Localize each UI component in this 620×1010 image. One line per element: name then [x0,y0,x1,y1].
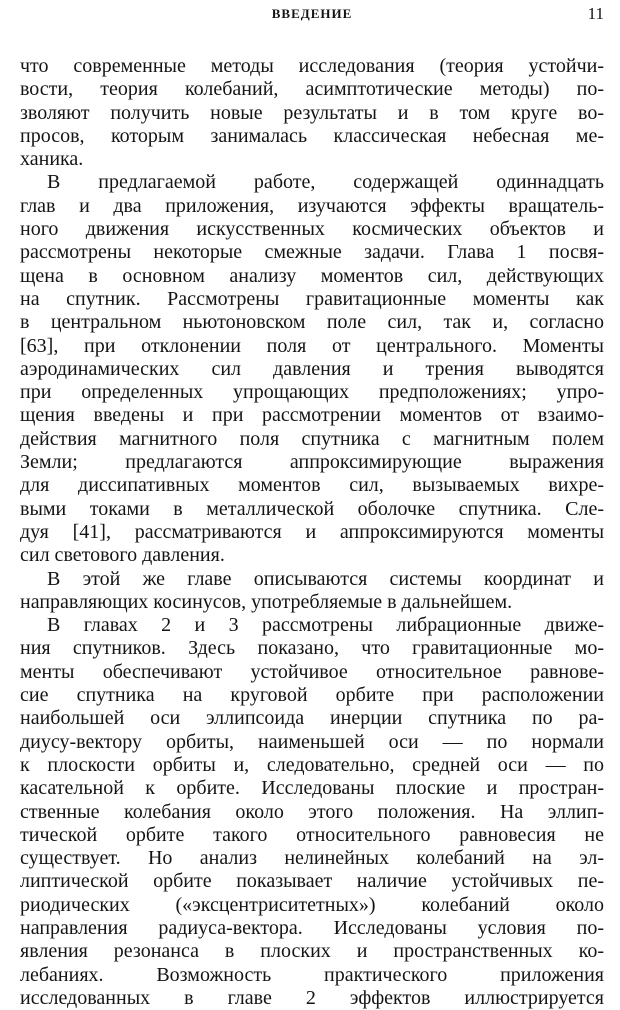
text-line: просов, которым занималась классическая небесная ме- [20,124,604,147]
text-line: вости, теория колебаний, асимптотические методы) по- [20,78,604,101]
paragraph [20,55,604,171]
text-line: явления резонанса в плоских и пространственных ко- [20,940,604,963]
text-line: направляющих косинусов, употребляемые в дальнейшем. [20,590,513,613]
text-line: щена в основном анализу моментов сил, действующих [20,264,604,287]
text-line: Земли; предлагаются аппроксимирующие выражения [20,451,604,474]
text-line: дуя [41], рассматриваются и аппроксимируются моменты [20,520,604,543]
chapter-title: ВВЕДЕНИЕ [271,6,353,21]
text-line: В предлагаемой работе, содержащей одиннадцать [47,171,604,194]
text-line: глав и два приложения, изучаются эффекты вращатель- [20,194,604,217]
text-line: тической орбите такого относительного равновесия не [20,823,604,846]
text-line: существует. Но анализ нелинейных колебаний на эл- [20,847,604,870]
text-line: ния спутников. Здесь показано, что гравитационные мо- [20,637,604,660]
text-line: что современные методы исследования (теория устойчи- [20,55,604,77]
text-line: сие спутника на круговой орбите при расположении [20,684,604,707]
text-line: лебаниях. Возможность практического приложения [20,963,604,986]
text-line: к плоскости орбиты и, следовательно, средней оси — по [20,753,604,776]
paragraph [20,614,604,1010]
text-line: ственные колебания около этого положения. На эллип- [20,800,604,823]
text-line: менты обеспечивают устойчивое относительное равнове- [20,660,604,683]
text-line: диусу-вектору орбиты, наименьшей оси — по нормали [20,730,604,753]
text-line: в центральном ньютоновском поле сил, так и, согласно [20,311,604,334]
text-line: выми токами в металлической оболочке спутника. Сле- [20,497,604,520]
page-number: 11 [587,4,604,23]
body-text [20,55,604,1010]
text-line: зволяют получить новые результаты и в том круге во- [20,101,604,124]
text-line: для диссипативных моментов сил, вызываемых вихре- [20,474,604,497]
text-line: аэродинамических сил давления и трения выводятся [20,357,604,380]
text-line: ханика. [20,148,84,171]
text-line: щения введены и при рассмотрении моментов от взаимо- [20,404,604,427]
text-line: рассмотрены некоторые смежные задачи. Глава 1 посвя- [20,241,604,264]
text-line: В этой же главе описываются системы координат и [47,567,604,590]
paragraph [20,568,604,615]
running-head [20,6,604,32]
text-line: риодических («эксцентриситетных») колебаний около [20,893,604,916]
text-line: касательной к орбите. Исследованы плоские и простран- [20,777,604,800]
text-line: направления радиуса-вектора. Исследованы условия по- [20,916,604,939]
text-line: наибольшей оси эллипсоида инерции спутника по ра- [20,707,604,730]
text-line: [63], при отклонении поля от центрального. Моменты [20,334,604,357]
text-line: исследованных в главе 2 эффектов иллюстрируется [20,986,604,1009]
paragraph [20,171,604,567]
text-line: В главах 2 и 3 рассмотрены либрационные движе- [47,614,604,637]
text-line: ного движения искусственных космических объектов и [20,218,604,241]
text-line: при определенных упрощающих предположениях; упро- [20,381,604,404]
text-line: действия магнитного поля спутника с магнитным полем [20,427,604,450]
text-line: сил светового давления. [20,544,225,567]
text-line: липтической орбите показывает наличие устойчивых пе- [20,870,604,893]
text-line: на спутник. Рассмотрены гравитационные моменты как [20,287,604,310]
